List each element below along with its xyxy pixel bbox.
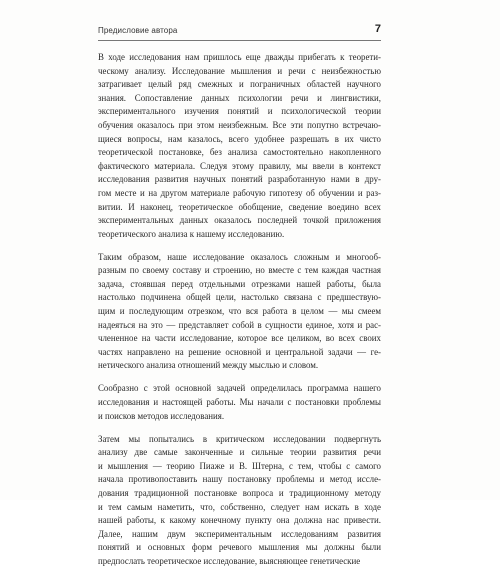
text-line: и поисков методов исследования. xyxy=(98,410,225,421)
text-line: предпослать теоретическое исследование, выясняющее генетические xyxy=(98,555,361,566)
text-line: понятий и основных форм речевого мышления мы должны были xyxy=(98,542,381,553)
paragraph xyxy=(98,51,381,241)
paragraph xyxy=(98,382,381,423)
text-line: фактического материала. Следуя этому правилу, мы ввели в контекст xyxy=(98,160,381,171)
text-line: и мышления — теорию Пиаже и В. Штерна, с тем, чтобы с самого xyxy=(98,460,381,471)
header-rule xyxy=(98,40,381,41)
paragraph xyxy=(98,251,381,373)
text-line: и тем самым наметить, что, собственно, следует нам искать в ходе xyxy=(98,501,381,512)
text-line: исследования и настоящей работы. Мы начали с постановки проблемы xyxy=(98,397,381,408)
paragraph xyxy=(98,433,381,569)
running-header xyxy=(98,23,381,44)
text-line: экспериментального изучения понятий и психологической теории xyxy=(98,106,381,117)
text-line: Сообразно с этой основной задачей определилась программа нашего xyxy=(98,383,381,394)
text-line: частях направлено на решение основной и центральной задачи — ге- xyxy=(98,346,381,357)
text-line: затрагивает целый ряд смежных и пограничных областей научного xyxy=(98,79,381,90)
text-line: начала противопоставить нашу постановку проблемы и метод иссле- xyxy=(98,474,381,485)
text-line: Таким образом, наше исследование оказалось сложным и многооб- xyxy=(98,251,381,262)
text-line: обучения оказалось при этом неизбежным. Все эти попутно встречаю- xyxy=(98,119,381,130)
text-line: анализу две самые законченные и сильные теории развития речи xyxy=(98,447,381,458)
text-line: ческому анализу. Исследование мышления и речи с неизбежностью xyxy=(98,65,381,76)
text-line: витии. И наконец, теоретическое обобщение, сведение воедино всех xyxy=(98,201,381,212)
text-line: Далее, нашим двум экспериментальным исследованиям развития xyxy=(98,528,381,539)
text-line: гом месте и на другом материале рабочую гипотезу об обучении и раз- xyxy=(98,187,381,198)
text-line: нашей работы, к какому конечному пункту она должна нас привести. xyxy=(98,515,381,526)
text-line: члененное на части исследование, которое все целиком, во всех своих xyxy=(98,333,381,344)
body-text xyxy=(98,51,381,578)
text-line: задача, стоявшая перед отдельными отрезками нашей работы, была xyxy=(98,278,381,289)
text-line: щиеся вопросы, нам казалось, всего удобнее разрешать в их чисто xyxy=(98,133,381,144)
text-line: нетического анализа отношений между мыслью и словом. xyxy=(98,360,319,371)
text-line: знания. Сопоставление данных психологии речи и лингвистики, xyxy=(98,92,381,103)
text-line: В ходе исследования нам пришлось еще дважды прибегать к теорети- xyxy=(98,52,381,62)
text-line: настолько подчинена общей цели, настолько связана с предшествую- xyxy=(98,292,381,303)
text-line: теоретического анализа к нашему исследованию. xyxy=(98,228,285,239)
text-line: исследования развития научных понятий разработанную нами в дру- xyxy=(98,174,381,185)
text-line: щим и последующим отрезком, что вся работа в целом — мы смеем xyxy=(98,306,381,317)
text-line: разным по своему составу и строению, но вместе с тем каждая частная xyxy=(98,265,381,276)
running-header-title: Предисловие автора xyxy=(98,26,178,35)
page-number: 7 xyxy=(374,23,381,35)
text-line: Затем мы попытались в критическом исследовании подвергнуть xyxy=(98,433,381,444)
text-line: дования традиционной постановке вопроса и традиционному методу xyxy=(98,487,381,498)
text-line: надеяться на это — представляет собой в сущности единое, хотя и рас- xyxy=(98,319,381,330)
text-line: теоретической постановке, без анализа самостоятельно накопленного xyxy=(98,147,381,158)
text-line: экспериментальных данных оказалось последней точкой приложения xyxy=(98,215,381,226)
